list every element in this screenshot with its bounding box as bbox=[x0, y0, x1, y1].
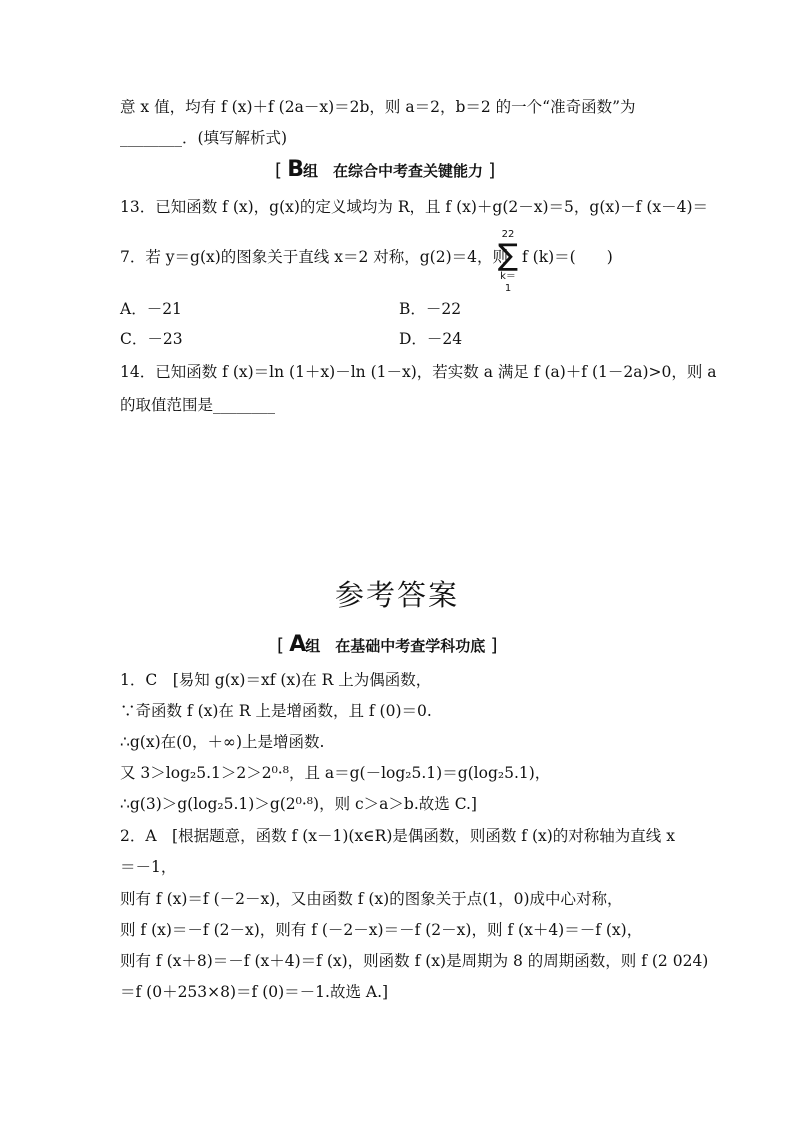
sum-lower-limit: k＝1 bbox=[500, 271, 516, 294]
answer-1-line1: 1．C [易知 g(x)＝xf (x)在 R 上为偶函数， bbox=[120, 671, 432, 689]
answer-2-line1: 2．A [根据题意，函数 f (x－1)(x∈R)是偶函数，则函数 f (x)的对称轴为直线 x bbox=[120, 827, 675, 845]
bracket-close: ] bbox=[490, 635, 498, 656]
text-line: 意 x 值，均有 f (x)＋f (2a－x)＝2b，则 a＝2，b＝2 的一个“准奇函数”为 bbox=[120, 98, 636, 116]
sigma-glyph: ∑ bbox=[497, 238, 519, 273]
section-header-b bbox=[275, 159, 495, 182]
option-d: D．－24 bbox=[399, 330, 463, 348]
section-header-a bbox=[277, 634, 498, 657]
sum-upper-limit: 22 bbox=[501, 229, 515, 240]
answer-1-line5: ∴g(3)＞g(log₂5.1)＞g(2⁰·⁸)，则 c＞a＞b.故选 C.] bbox=[120, 795, 477, 813]
question-14-line2: 的取值范围是________ bbox=[120, 396, 276, 414]
option-a: A．－21 bbox=[120, 300, 182, 318]
question-13-line2-tail: f (k)＝( ) bbox=[522, 248, 613, 266]
option-c: C．－23 bbox=[120, 330, 183, 348]
question-13-line2: 7．若 y＝g(x)的图象关于直线 x＝2 对称，g(2)＝4，则 bbox=[120, 248, 509, 266]
answer-2-line5: 则有 f (x＋8)＝－f (x＋4)＝f (x)，则函数 f (x)是周期为 8 的周期函数，则 f (2 024) bbox=[120, 952, 709, 970]
option-b: B．－22 bbox=[399, 300, 462, 318]
question-13-line1: 13．已知函数 f (x)，g(x)的定义域均为 R，且 f (x)＋g(2－x)＝5，g(x)－f (x－4)＝ bbox=[120, 198, 709, 216]
answer-1-line2: ∵奇函数 f (x)在 R 上是增函数，且 f (0)＝0. bbox=[120, 702, 432, 720]
section-header-text: 组 在综合中考查关键能力 bbox=[303, 162, 484, 180]
question-14-line1: 14．已知函数 f (x)＝ln (1＋x)－ln (1－x)，若实数 a 满足 f (a)＋f (1－2a)>0，则 a bbox=[120, 363, 717, 381]
group-badge: B bbox=[287, 157, 304, 182]
answer-2-line6: ＝f (0＋253×8)＝f (0)＝－1.故选 A.] bbox=[120, 983, 389, 1001]
text-line: ________．(填写解析式) bbox=[120, 129, 288, 147]
bracket-open: [ bbox=[277, 635, 285, 656]
section-header-text: 组 在基础中考查学科功底 bbox=[305, 637, 486, 655]
answer-2-line3: 则有 f (x)＝f (－2－x)，又由函数 f (x)的图象关于点(1，0)成中心对称， bbox=[120, 890, 623, 908]
answer-1-line4: 又 3＞log₂5.1＞2＞2⁰·⁸，且 a＝g(－log₂5.1)＝g(log₂5.1)， bbox=[120, 764, 551, 782]
group-badge: A bbox=[289, 632, 306, 657]
answer-title: 参考答案 bbox=[334, 578, 459, 612]
summation-symbol bbox=[497, 229, 519, 295]
bracket-close: ] bbox=[488, 160, 496, 181]
answer-2-line2: ＝－1， bbox=[120, 858, 177, 876]
answer-1-line3: ∴g(x)在(0，＋∞)上是增函数. bbox=[120, 733, 325, 751]
bracket-open: [ bbox=[275, 160, 283, 181]
answer-2-line4: 则 f (x)＝－f (2－x)，则有 f (－2－x)＝－f (2－x)，则 f (x＋4)＝－f (x)， bbox=[120, 921, 643, 939]
